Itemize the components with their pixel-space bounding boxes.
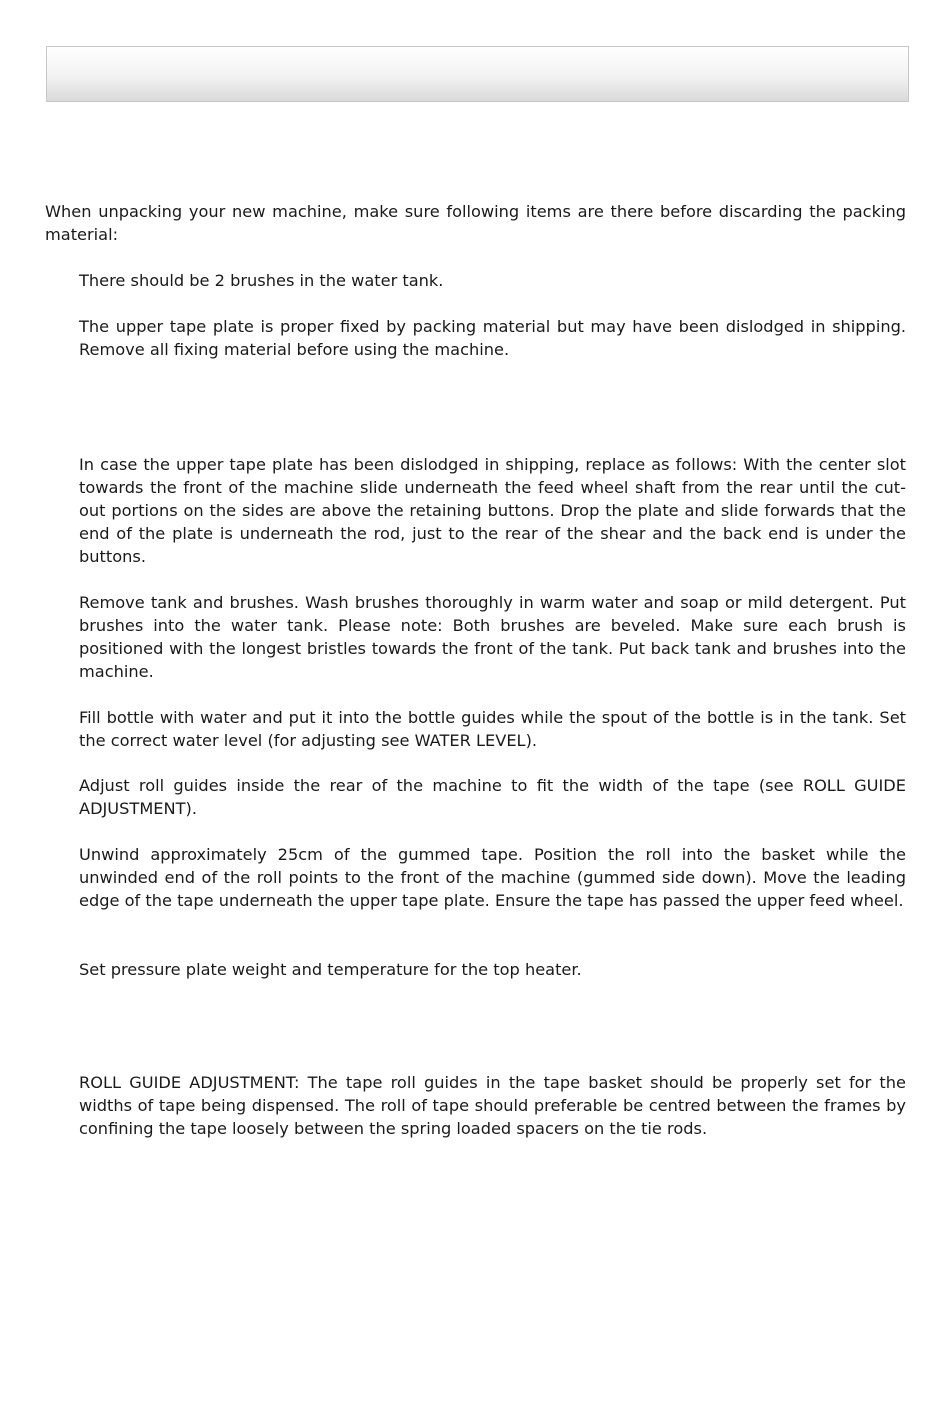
checklist-item-tape-plate: The upper tape plate is proper fixed by packing material but may have been dislodged in shipping. Remove all fixing material before using the machine. [79, 317, 906, 359]
intro-paragraph: When unpacking your new machine, make sure following items are there before discarding the packing material: [45, 202, 906, 244]
setup-step-gummed-tape: Unwind approximately 25cm of the gummed tape. Position the roll into the basket while the unwinded end of the roll points to the front of the machine (gummed side down). Move the leading edge of the tape underneath the upper tape plate. Ensure the tape has passed the upper feed wheel. [79, 845, 906, 910]
setup-step-roll-guides: Adjust roll guides inside the rear of the machine to fit the width of the tape (see ROLL GUIDE ADJUSTMENT). [79, 776, 906, 818]
setup-step-tape-plate: In case the upper tape plate has been dislodged in shipping, replace as follows: With the center slot towards the front of the machine slide underneath the feed wheel shaft from the rear until the cut-out portions on the sides are above the retaining buttons. Drop the plate and slide forwards that the end of the plate is underneath the rod, just to the rear of the shear and the back end is under the buttons. [79, 455, 906, 566]
header-bar [46, 46, 909, 102]
checklist-item-brushes: There should be 2 brushes in the water tank. [79, 271, 444, 290]
setup-step-water-bottle: Fill bottle with water and put it into the bottle guides while the spout of the bottle is in the tank. Set the correct water level (for adjusting see WATER LEVEL). [79, 708, 906, 750]
setup-step-brushes: Remove tank and brushes. Wash brushes thoroughly in warm water and soap or mild detergent. Put brushes into the water tank. Please note: Both brushes are beveled. Make sure each brush is positioned with the longest bristles towards the front of the tank. Put back tank and brushes into the machine. [79, 593, 906, 681]
setup-step-pressure-plate: Set pressure plate weight and temperature for the top heater. [79, 960, 582, 979]
roll-guide-adjustment-paragraph: ROLL GUIDE ADJUSTMENT: The tape roll guides in the tape basket should be properly set for the widths of tape being dispensed. The roll of tape should preferable be centred between the frames by confining the tape loosely between the spring loaded spacers on the tie rods. [79, 1073, 906, 1138]
